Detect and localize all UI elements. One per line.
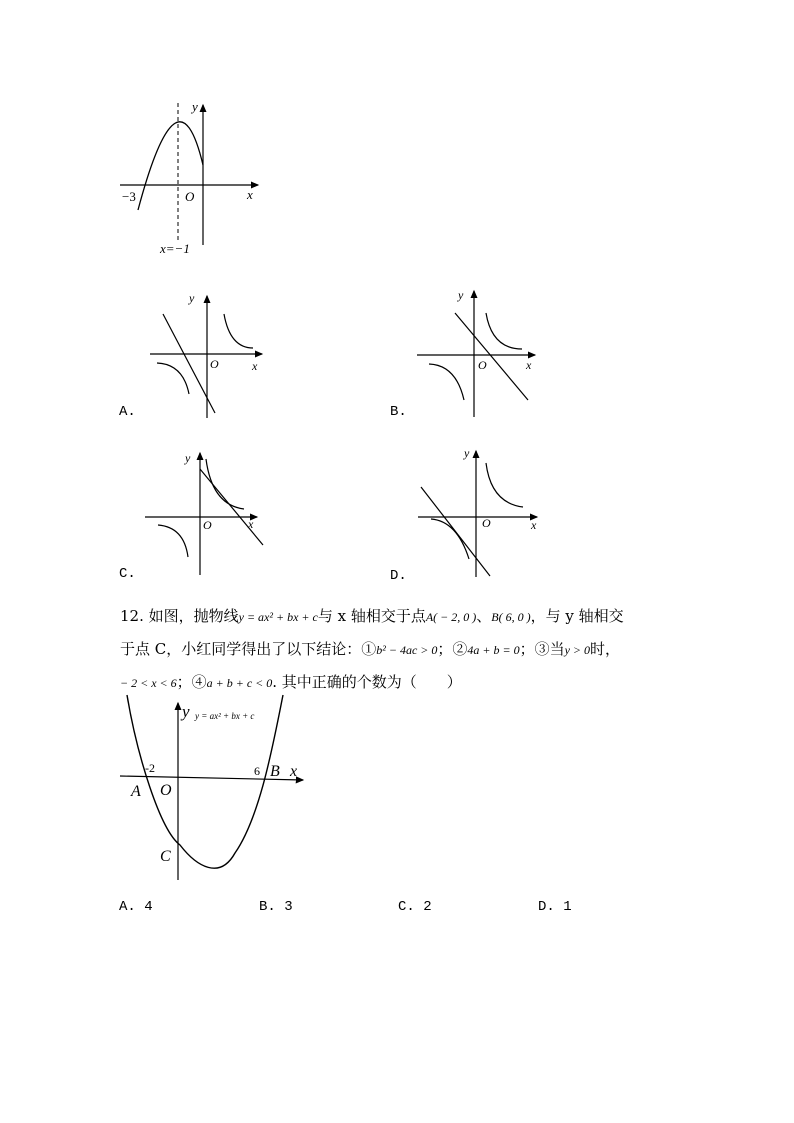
option-d-label: D. (390, 568, 407, 584)
tick-6: 6 (254, 764, 260, 778)
sep-1: ；② (437, 640, 468, 658)
answer-d[interactable]: D. 1 (538, 899, 572, 915)
question-12-prefix: 12. 如图，抛物线 (120, 607, 239, 625)
tick-neg2: -2 (145, 761, 155, 775)
question-12-ask: . 其中正确的个数为（ ） (272, 673, 462, 691)
origin-label: O (185, 189, 195, 204)
origin-label: O (203, 518, 212, 532)
hyperbola-lower-branch (158, 525, 188, 557)
y-axis-label: y (189, 291, 195, 305)
answer-a[interactable]: A. 4 (119, 899, 153, 915)
option-d-graph (413, 445, 548, 580)
sep-4: ；④ (176, 673, 207, 691)
option-a-graph (145, 290, 275, 420)
sep-2: ；③当 (519, 640, 565, 658)
y-axis-label: y (192, 99, 198, 114)
conclusion-3-cond: y > 0 (564, 643, 591, 657)
point-b-label: B (270, 763, 280, 780)
point-a: A( − 2, 0 ) (425, 610, 477, 624)
linear-function-line (421, 487, 490, 576)
conclusion-3-range: − 2 < x < 6 (120, 676, 177, 690)
sep-3: 时， (590, 640, 621, 658)
origin-label: O (482, 516, 491, 530)
answer-c[interactable]: C. 2 (398, 899, 432, 915)
hyperbola-upper-branch (224, 314, 253, 348)
x-axis-label: x (247, 187, 253, 202)
top-parabola-graph (110, 95, 270, 265)
x-intercept-label: −3 (122, 189, 136, 204)
point-b: B( 6, 0 ) (491, 610, 531, 624)
conclusion-4: a + b + c < 0 (206, 676, 273, 690)
conclusion-2: 4a + b = 0 (467, 643, 520, 657)
origin-label: O (210, 357, 219, 371)
origin-label: O (478, 358, 487, 372)
question-12-parabola-figure (115, 695, 315, 885)
point-c-label: C (160, 848, 171, 865)
question-12-line-3 (120, 671, 462, 692)
y-axis-label: y (458, 288, 464, 302)
parabola-equation: y = ax² + bx + c (238, 610, 318, 624)
y-axis-label: y (464, 446, 470, 460)
option-c-label: C. (119, 566, 136, 582)
linear-function-line (455, 313, 528, 400)
option-b-label: B. (390, 404, 407, 420)
option-a-label: A. (119, 404, 136, 420)
hyperbola-upper-branch (486, 463, 523, 507)
equation-label: y = ax² + bx + c (195, 711, 255, 721)
question-12-line-2-prefix: 于点 C，小红同学得出了以下结论：① (120, 640, 377, 658)
question-12-line-1 (120, 605, 624, 626)
question-12-line-2 (120, 638, 620, 659)
separator: 、 (476, 607, 492, 625)
symmetry-axis-label: x=−1 (160, 241, 190, 256)
y-axis-label: y (185, 451, 191, 465)
hyperbola-lower-branch (157, 363, 189, 394)
x-axis-label: x (252, 359, 258, 373)
option-b-graph (412, 285, 547, 420)
point-a-label: A (131, 783, 141, 800)
x-axis-label: x (531, 518, 537, 532)
question-12-mid: 与 x 轴相交于点 (317, 607, 426, 625)
linear-function-line (200, 469, 263, 545)
conclusion-1: b² − 4ac > 0 (376, 643, 438, 657)
hyperbola-lower-branch (429, 364, 464, 400)
x-axis-label: x (290, 763, 298, 780)
y-axis-label: y (182, 702, 190, 721)
origin-label: O (160, 782, 172, 799)
answer-b[interactable]: B. 3 (259, 899, 293, 915)
hyperbola-upper-branch (486, 313, 522, 349)
x-axis-label: x (248, 517, 254, 531)
option-c-graph (140, 447, 270, 577)
question-12-suffix: ，与 y 轴相交 (530, 607, 624, 625)
x-axis-label: x (526, 358, 532, 372)
